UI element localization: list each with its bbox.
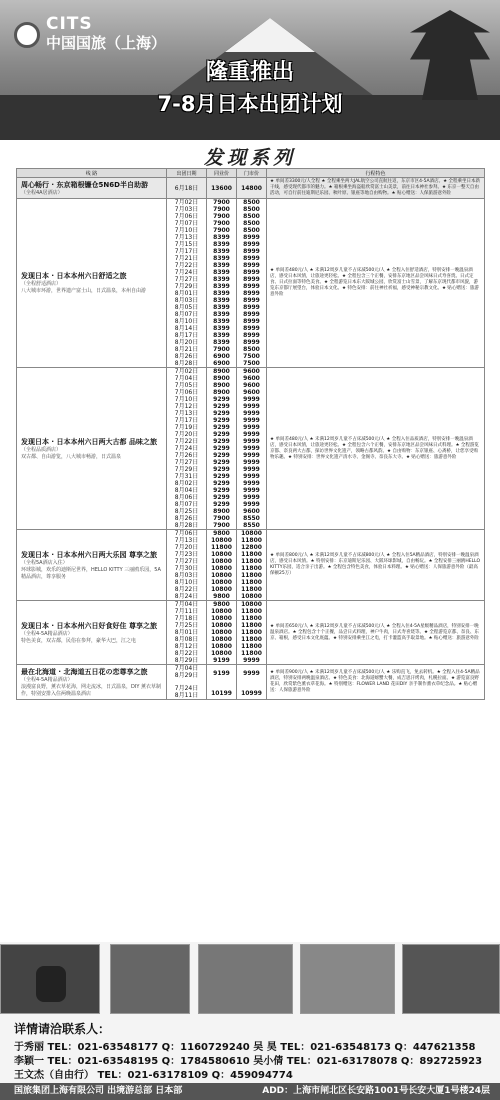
trade-price: 10199	[211, 690, 232, 698]
company-bar	[0, 1083, 500, 1100]
departure-date: 7月29日	[174, 466, 199, 474]
trade-price: 13600	[211, 184, 232, 192]
trade-price: 10800	[211, 551, 232, 559]
tour-summary: 特色美食，双古都，民俗在参拜，豪华大巴，江之电	[21, 637, 137, 644]
departure-date: 7月29日	[174, 283, 199, 291]
trade-price: 8399	[213, 339, 230, 347]
trade-price: 8900	[213, 382, 230, 390]
departure-date: 7月07日	[174, 220, 199, 228]
trade-price: 8399	[213, 297, 230, 305]
trade-price: 8900	[213, 508, 230, 516]
departure-date: 8月29日	[174, 672, 199, 680]
departure-date: 8月22日	[174, 586, 199, 594]
departure-date: 7月06日	[174, 530, 199, 538]
trade-price: 8399	[213, 290, 230, 298]
trade-price: 10800	[211, 643, 232, 651]
header-features: 行程特色	[267, 169, 485, 178]
retail-price: 10800	[241, 593, 262, 601]
departure-date: 8月29日	[174, 657, 199, 665]
trade-price: 9299	[213, 459, 230, 467]
trade-price-cell	[207, 368, 237, 530]
tour-cell	[17, 665, 167, 700]
departure-date: 7月12日	[174, 403, 199, 411]
retail-price: 9999	[243, 452, 260, 460]
trade-price: 7900	[213, 515, 230, 523]
trade-price: 9299	[213, 410, 230, 418]
retail-price: 8999	[243, 304, 260, 312]
retail-price: 8999	[243, 276, 260, 284]
company-address: ADD：上海市闸北区长安路1001号长安大厦1号楼24层	[262, 1086, 490, 1096]
trade-price: 9299	[213, 438, 230, 446]
departure-date: 7月15日	[174, 241, 199, 249]
departure-date: 7月10日	[174, 227, 199, 235]
trade-price: 8399	[213, 304, 230, 312]
trade-price: 10800	[211, 537, 232, 545]
retail-price: 8999	[243, 318, 260, 326]
departure-date: 8月01日	[174, 629, 199, 637]
retail-price: 9999	[243, 403, 260, 411]
departure-date: 7月10日	[174, 396, 199, 404]
tour-name: 最在北海道 · 北海道五日花の恋尊享之旅	[21, 667, 148, 676]
tour-name: 发现日本 · 日本本州六日两大古都 品味之旅	[21, 437, 157, 446]
contact-line: 王文杰（自由行） TEL：021-63178109 Q：459094774	[14, 1070, 293, 1081]
trade-price: 10800	[211, 622, 232, 630]
retail-price: 9600	[243, 389, 260, 397]
retail-price: 11800	[241, 643, 262, 651]
tour-hotel: （全程4-5A精品酒店）	[21, 630, 73, 637]
cits-logo-icon	[14, 22, 40, 48]
retail-price: 11800	[241, 572, 262, 580]
departure-date: 8月17日	[174, 332, 199, 340]
retail-price-cell	[237, 178, 267, 199]
retail-price: 10800	[241, 530, 262, 538]
table-row	[17, 368, 485, 530]
departure-date: 7月05日	[174, 382, 199, 390]
departure-date: 7月22日	[174, 438, 199, 446]
retail-price: 11800	[241, 551, 262, 559]
brand-cn: 中国国旅（上海）	[46, 34, 167, 52]
retail-price: 9600	[243, 375, 260, 383]
header-banner	[0, 0, 500, 140]
departure-date: 8月08日	[174, 636, 199, 644]
retail-price: 9999	[243, 410, 260, 418]
departure-date: 8月26日	[174, 353, 199, 361]
departure-date: 8月22日	[174, 650, 199, 658]
trade-price: 9299	[213, 424, 230, 432]
retail-price: 9999	[243, 466, 260, 474]
tour-hotel: （全程5A酒店入住）	[21, 559, 68, 566]
retail-price: 8999	[243, 311, 260, 319]
table-row	[17, 601, 485, 665]
retail-price: 9999	[243, 494, 260, 502]
retail-price: 8999	[243, 332, 260, 340]
trade-price: 8399	[213, 255, 230, 263]
trade-price: 9299	[213, 396, 230, 404]
trade-price-cell	[207, 178, 237, 199]
departure-date: 8月04日	[174, 487, 199, 495]
departure-date: 8月03日	[174, 572, 199, 580]
departure-date: 8月02日	[174, 480, 199, 488]
table-row	[17, 665, 485, 700]
trade-price: 6900	[213, 360, 230, 368]
retail-price: 10999	[241, 690, 262, 698]
trade-price: 10800	[211, 615, 232, 623]
trade-price: 9299	[213, 466, 230, 474]
retail-price: 11800	[241, 650, 262, 658]
retail-price: 9999	[243, 396, 260, 404]
departure-date: 7月24日	[174, 445, 199, 453]
departure-date: 7月02日	[174, 199, 199, 207]
subheadline: 7-8月日本出团计划	[157, 92, 343, 116]
retail-price: 8999	[243, 234, 260, 242]
retail-price: 9999	[243, 417, 260, 425]
dates-cell	[167, 601, 207, 665]
departure-date: 7月17日	[174, 248, 199, 256]
trade-price: 9299	[213, 452, 230, 460]
trade-price: 10800	[211, 629, 232, 637]
retail-price: 8999	[243, 248, 260, 256]
trade-price: 8399	[213, 283, 230, 291]
tour-cell	[17, 199, 167, 368]
departure-date: 8月07日	[174, 311, 199, 319]
retail-price-cell	[237, 665, 267, 700]
telephone-icon	[36, 966, 66, 1002]
trade-price: 10800	[211, 558, 232, 566]
departure-date: 6月18日	[174, 184, 199, 192]
trade-price: 8399	[213, 332, 230, 340]
retail-price: 9999	[243, 438, 260, 446]
departure-date: 8月01日	[174, 290, 199, 298]
retail-price: 8999	[243, 262, 260, 270]
tour-summary: 环球影城，欢乐的迪斯尼世界，HELLO KITTY 三丽鸥乐园，5A精品酒店，尊享服务	[21, 566, 161, 580]
retail-price: 8550	[243, 515, 260, 523]
departure-date: 8月26日	[174, 515, 199, 523]
table-row	[17, 199, 485, 368]
trade-price: 7900	[213, 227, 230, 235]
features-cell: ★ 单间差480元/人 ★ 未满12周岁儿童不占床减500元/人 ★ 全程入住舒适酒店，特别安排一晚温泉酒店，感受日本风情，让旅途更轻松。★ 全程包含三个正餐，安排东京地区品尝风味日式寿喜烧、日式定食、日式拉面等特色美食。★ 全程游览日本东大阪城公园，欣赏富士山雪景，了解东京现代都市风貌，游览东京都厅展望台，体验日本文化。★ 特色安排：前往神社祈福，感受神秘宗教文化。★ 贴心赠送：旅游意外险	[267, 199, 485, 368]
retail-price: 9999	[243, 424, 260, 432]
trade-price: 9199	[213, 670, 230, 678]
retail-price-cell	[237, 530, 267, 601]
departure-date: 8月10日	[174, 318, 199, 326]
retail-price: 11800	[241, 565, 262, 573]
contact-line: 于秀丽 TEL：021-63548177 Q：1160729240 吴 昊 TEL：021-63548173 Q：447621358	[14, 1042, 476, 1053]
departure-date: 7月27日	[174, 276, 199, 284]
trade-price: 10800	[211, 579, 232, 587]
departure-date: 8月10日	[174, 579, 199, 587]
trade-price: 9299	[213, 431, 230, 439]
departure-date: 7月13日	[174, 234, 199, 242]
departure-date: 8月12日	[174, 643, 199, 651]
retail-price: 11800	[241, 636, 262, 644]
tour-name: 发现日本 · 日本本州六日舒适之旅	[21, 272, 127, 281]
departure-date: 7月30日	[174, 565, 199, 573]
departure-date: 7月25日	[174, 622, 199, 630]
table-header-row	[17, 169, 485, 178]
trade-price: 10800	[211, 636, 232, 644]
trade-price: 8399	[213, 325, 230, 333]
trade-price: 8399	[213, 311, 230, 319]
tour-name: 周心畅行 · 东京箱根镰仓5N6D半自助游	[21, 180, 148, 189]
section-title: 发现系列	[203, 147, 296, 169]
trade-price: 9299	[213, 480, 230, 488]
features-cell: ★ 单间差650元/人 ★ 未满12周岁儿童不占床减500元/人 ★ 全程入住4-5A星级精品酒店，特别安排一晚温泉酒店。★ 全程包含十个正餐，品尝日式料理，神户牛肉，日式寿喜烧等。★ 全程游览京都、奈良、东京、箱根，感受日本文化底蕴。★ 特别安排乘坐江之电，打卡灌篮高手取景地。★ 贴心赠送：旅游意外险	[267, 601, 485, 665]
retail-price: 9600	[243, 508, 260, 516]
departure-date: 7月02日	[174, 368, 199, 376]
departure-date: 7月06日	[174, 213, 199, 221]
features-cell: ★ 单间差900元/人 ★ 未满12周岁儿童不占床减500元/人 ★ 乐购直飞，免去转机。★ 全程入住4-5A精品酒店，特别安排两晚温泉酒店。★ 特色美食：北海道螃蟹大餐，成吉思汗烤肉，札幌拉面。★ 游览富良野花田，欣赏紫色薰衣草花海。★ 特别赠送：FLOWER LAND 花田DIY 亲手制作薰衣草纪念品。★ 贴心赠送：人保旅游意外险	[267, 665, 485, 700]
tour-cell	[17, 178, 167, 199]
trade-price: 8399	[213, 318, 230, 326]
dates-cell	[167, 199, 207, 368]
retail-price: 11800	[241, 579, 262, 587]
trade-price: 9299	[213, 487, 230, 495]
tour-cell	[17, 368, 167, 530]
trade-price: 8399	[213, 234, 230, 242]
trade-price: 7900	[213, 220, 230, 228]
tour-summary: 浪漫富良野，薰衣草花海，网走流冰，日式温泉，DIY 薰衣草制作，特别安排入住两晚温泉酒店	[21, 683, 161, 697]
retail-price: 9600	[243, 368, 260, 376]
photo-kimono	[198, 944, 293, 1014]
tour-cell	[17, 601, 167, 665]
photo-sushi	[402, 944, 500, 1014]
departure-date: 8月21日	[174, 346, 199, 354]
dates-cell	[167, 178, 207, 199]
departure-date: 7月04日	[174, 601, 199, 609]
retail-price: 9999	[243, 431, 260, 439]
departure-date: 7月19日	[174, 424, 199, 432]
table-row	[17, 178, 485, 199]
departure-date: 7月18日	[174, 615, 199, 623]
retail-price: 11800	[241, 622, 262, 630]
retail-price: 11800	[241, 558, 262, 566]
retail-price: 8999	[243, 325, 260, 333]
trade-price-cell	[207, 665, 237, 700]
retail-price-cell	[237, 368, 267, 530]
trade-price: 8900	[213, 368, 230, 376]
trade-price: 8399	[213, 269, 230, 277]
trade-price: 10800	[211, 565, 232, 573]
retail-price: 8500	[243, 206, 260, 214]
header-retail-price: 门市价	[237, 169, 267, 178]
retail-price: 8500	[243, 220, 260, 228]
trade-price: 8399	[213, 276, 230, 284]
retail-price: 9999	[243, 473, 260, 481]
retail-price: 8500	[243, 213, 260, 221]
trade-price: 11800	[211, 544, 232, 552]
trade-price: 7900	[213, 199, 230, 207]
retail-price: 8999	[243, 241, 260, 249]
dates-cell	[167, 665, 207, 700]
headline: 隆重推出	[205, 60, 294, 85]
retail-price: 9999	[243, 501, 260, 509]
trade-price: 7900	[213, 206, 230, 214]
photo-city	[110, 944, 190, 1014]
retail-price: 11800	[241, 537, 262, 545]
retail-price: 9999	[243, 459, 260, 467]
departure-date: 7月03日	[174, 206, 199, 214]
photo-fuji	[300, 944, 395, 1014]
dates-cell	[167, 368, 207, 530]
retail-price: 8500	[243, 199, 260, 207]
trade-price: 10800	[211, 572, 232, 580]
header-trade-price: 同业价	[207, 169, 237, 178]
trade-price: 7900	[213, 346, 230, 354]
tour-hotel: （全程4A居酒店）	[21, 189, 63, 196]
retail-price: 7500	[243, 353, 260, 361]
tour-name: 发现日本 · 日本本州六日两大乐园 尊享之旅	[21, 550, 157, 559]
dates-cell	[167, 530, 207, 601]
retail-price: 9999	[243, 445, 260, 453]
retail-price: 8999	[243, 297, 260, 305]
departure-date: 7月27日	[174, 558, 199, 566]
departure-date: 7月27日	[174, 459, 199, 467]
departure-date: 8月20日	[174, 339, 199, 347]
trade-price: 8399	[213, 248, 230, 256]
trade-price: 8900	[213, 389, 230, 397]
trade-price-cell	[207, 199, 237, 368]
retail-price: 9999	[243, 657, 260, 665]
departure-date: 7月06日	[174, 389, 199, 397]
trade-price: 10800	[211, 608, 232, 616]
trade-price: 9800	[213, 593, 230, 601]
tour-name: 发现日本 · 日本本州六日好食好住 尊享之旅	[21, 621, 157, 630]
retail-price: 9999	[243, 670, 260, 678]
header-route: 线 路	[17, 169, 167, 178]
retail-price: 14800	[241, 184, 262, 192]
tour-hotel: （全程品质酒店）	[21, 446, 62, 453]
departure-date: 7月20日	[174, 431, 199, 439]
departure-date: 8月25日	[174, 508, 199, 516]
departure-date: 7月22日	[174, 262, 199, 270]
departure-date: 7月24日	[174, 685, 199, 693]
retail-price: 8999	[243, 283, 260, 291]
tour-table	[16, 168, 485, 700]
brand-en: CITS	[46, 14, 93, 34]
features-cell: ★ 单间差480元/人 ★ 未满12周岁儿童不占床减500元/人 ★ 全程入住品质酒店，特别安排一晚温泉酒店，感受日本风情，让旅途更轻松。★ 全程包含六个正餐，安排东京地区品尝风味日式料理。★ 全程游览京都、奈良两大古都，探访世界文化遗产，领略古都风韵。★ 自由购物：东京银座、心斋桥，让您享受购物乐趣。★ 特别安排：世界文化遗产清水寺、金阁寺、奈良东大寺。★ 贴心赠送：旅游意外险	[267, 368, 485, 530]
retail-price: 9999	[243, 487, 260, 495]
trade-price: 7900	[213, 522, 230, 530]
retail-price: 12800	[241, 544, 262, 552]
departure-date: 7月11日	[174, 608, 199, 616]
trade-price: 9299	[213, 473, 230, 481]
trade-price: 9800	[213, 530, 230, 538]
departure-date: 8月14日	[174, 325, 199, 333]
trade-price: 7900	[213, 213, 230, 221]
retail-price: 11800	[241, 608, 262, 616]
trade-price: 10800	[211, 586, 232, 594]
retail-price-cell	[237, 601, 267, 665]
trade-price-cell	[207, 530, 237, 601]
trade-price: 9299	[213, 417, 230, 425]
tour-hotel: （全程舒适酒店）	[21, 281, 62, 288]
tour-summary: 八大城市环游，世界遗产富士山，日式温泉，本州自由游	[21, 288, 147, 295]
trade-price: 10800	[211, 650, 232, 658]
departure-date: 8月05日	[174, 304, 199, 312]
departure-date: 7月21日	[174, 255, 199, 263]
tour-summary: 双古都、自由游览，八大城市畅游，日式温泉	[21, 453, 122, 460]
departure-date: 8月28日	[174, 360, 199, 368]
departure-date: 7月13日	[174, 537, 199, 545]
trade-price: 9299	[213, 494, 230, 502]
trade-price: 8399	[213, 262, 230, 270]
trade-price: 9299	[213, 403, 230, 411]
retail-price: 8999	[243, 339, 260, 347]
snowcap-illustration	[225, 18, 315, 52]
retail-price: 8500	[243, 346, 260, 354]
retail-price: 8999	[243, 290, 260, 298]
retail-price: 8999	[243, 255, 260, 263]
trade-price: 6900	[213, 353, 230, 361]
trade-price: 8900	[213, 375, 230, 383]
tour-hotel: （全程4-5A精品酒店）	[21, 676, 73, 683]
departure-date: 8月24日	[174, 593, 199, 601]
retail-price: 8550	[243, 522, 260, 530]
tour-cell	[17, 530, 167, 601]
retail-price: 11800	[241, 586, 262, 594]
departure-date: 7月20日	[174, 544, 199, 552]
departure-date: 8月28日	[174, 522, 199, 530]
departure-date: 8月06日	[174, 494, 199, 502]
departure-date: 7月13日	[174, 410, 199, 418]
header-dates: 出团日期	[167, 169, 207, 178]
retail-price: 8999	[243, 269, 260, 277]
retail-price: 10800	[241, 601, 262, 609]
retail-price: 11800	[241, 615, 262, 623]
trade-price: 9199	[213, 657, 230, 665]
trade-price: 8399	[213, 241, 230, 249]
contacts-title: 详情请洽联系人：	[14, 1022, 111, 1036]
retail-price: 11800	[241, 629, 262, 637]
departure-date: 8月03日	[174, 297, 199, 305]
trade-price: 9800	[213, 601, 230, 609]
retail-price: 7500	[243, 360, 260, 368]
departure-date: 7月17日	[174, 417, 199, 425]
retail-price: 9600	[243, 382, 260, 390]
departure-date: 7月31日	[174, 473, 199, 481]
retail-price-cell	[237, 199, 267, 368]
departure-date: 7月24日	[174, 269, 199, 277]
trade-price: 9299	[213, 445, 230, 453]
departure-date: 7月26日	[174, 452, 199, 460]
trade-price-cell	[207, 601, 237, 665]
trade-price: 9299	[213, 501, 230, 509]
company-name: 国旅集团上海有限公司 出境游总部 日本部	[14, 1086, 183, 1096]
features-cell: ★ 单间差800元/人 ★ 未满12周岁儿童不占床减800元/人 ★ 全程入住5A精品酒店，特别安排一晚温泉酒店，感受日本风情。★ 特别安排：东京迪斯尼乐园、大阪环球影城，自由畅玩。★ 全程安排三丽鸥HELLO KITTY乐园，适合亲子出游。★ 全程包含特色美食，体验日本料理。★ 贴心赠送：人保旅游意外险（最高保额25万）	[267, 530, 485, 601]
departure-date: 7月04日	[174, 665, 199, 673]
retail-price: 9999	[243, 480, 260, 488]
features-cell: ★ 单间差3300元/人全程 ★ 全程乘坐两大JAL航空公司直航往返，东京市区4-5A酒店。★ 全程乘坐日本新干线，感受现代都市的魅力。★ 箱根乘坐海盗船欣赏富士山美景，前往日本神社参拜。★ 东京一整天自由活动，可自行前往迪斯尼乐园、秋叶原、银座等地自由购物。★ 贴心赠送：人保旅游意外险	[267, 178, 485, 199]
departure-date: 8月11日	[174, 692, 199, 700]
retail-price: 8500	[243, 227, 260, 235]
departure-date: 8月07日	[174, 501, 199, 509]
table-row	[17, 530, 485, 601]
departure-date: 7月04日	[174, 375, 199, 383]
departure-date: 7月23日	[174, 551, 199, 559]
contact-line: 李颖一 TEL：021-63548195 Q：1784580610 吴小倩 TEL：021-63178078 Q：892725923	[14, 1056, 483, 1067]
